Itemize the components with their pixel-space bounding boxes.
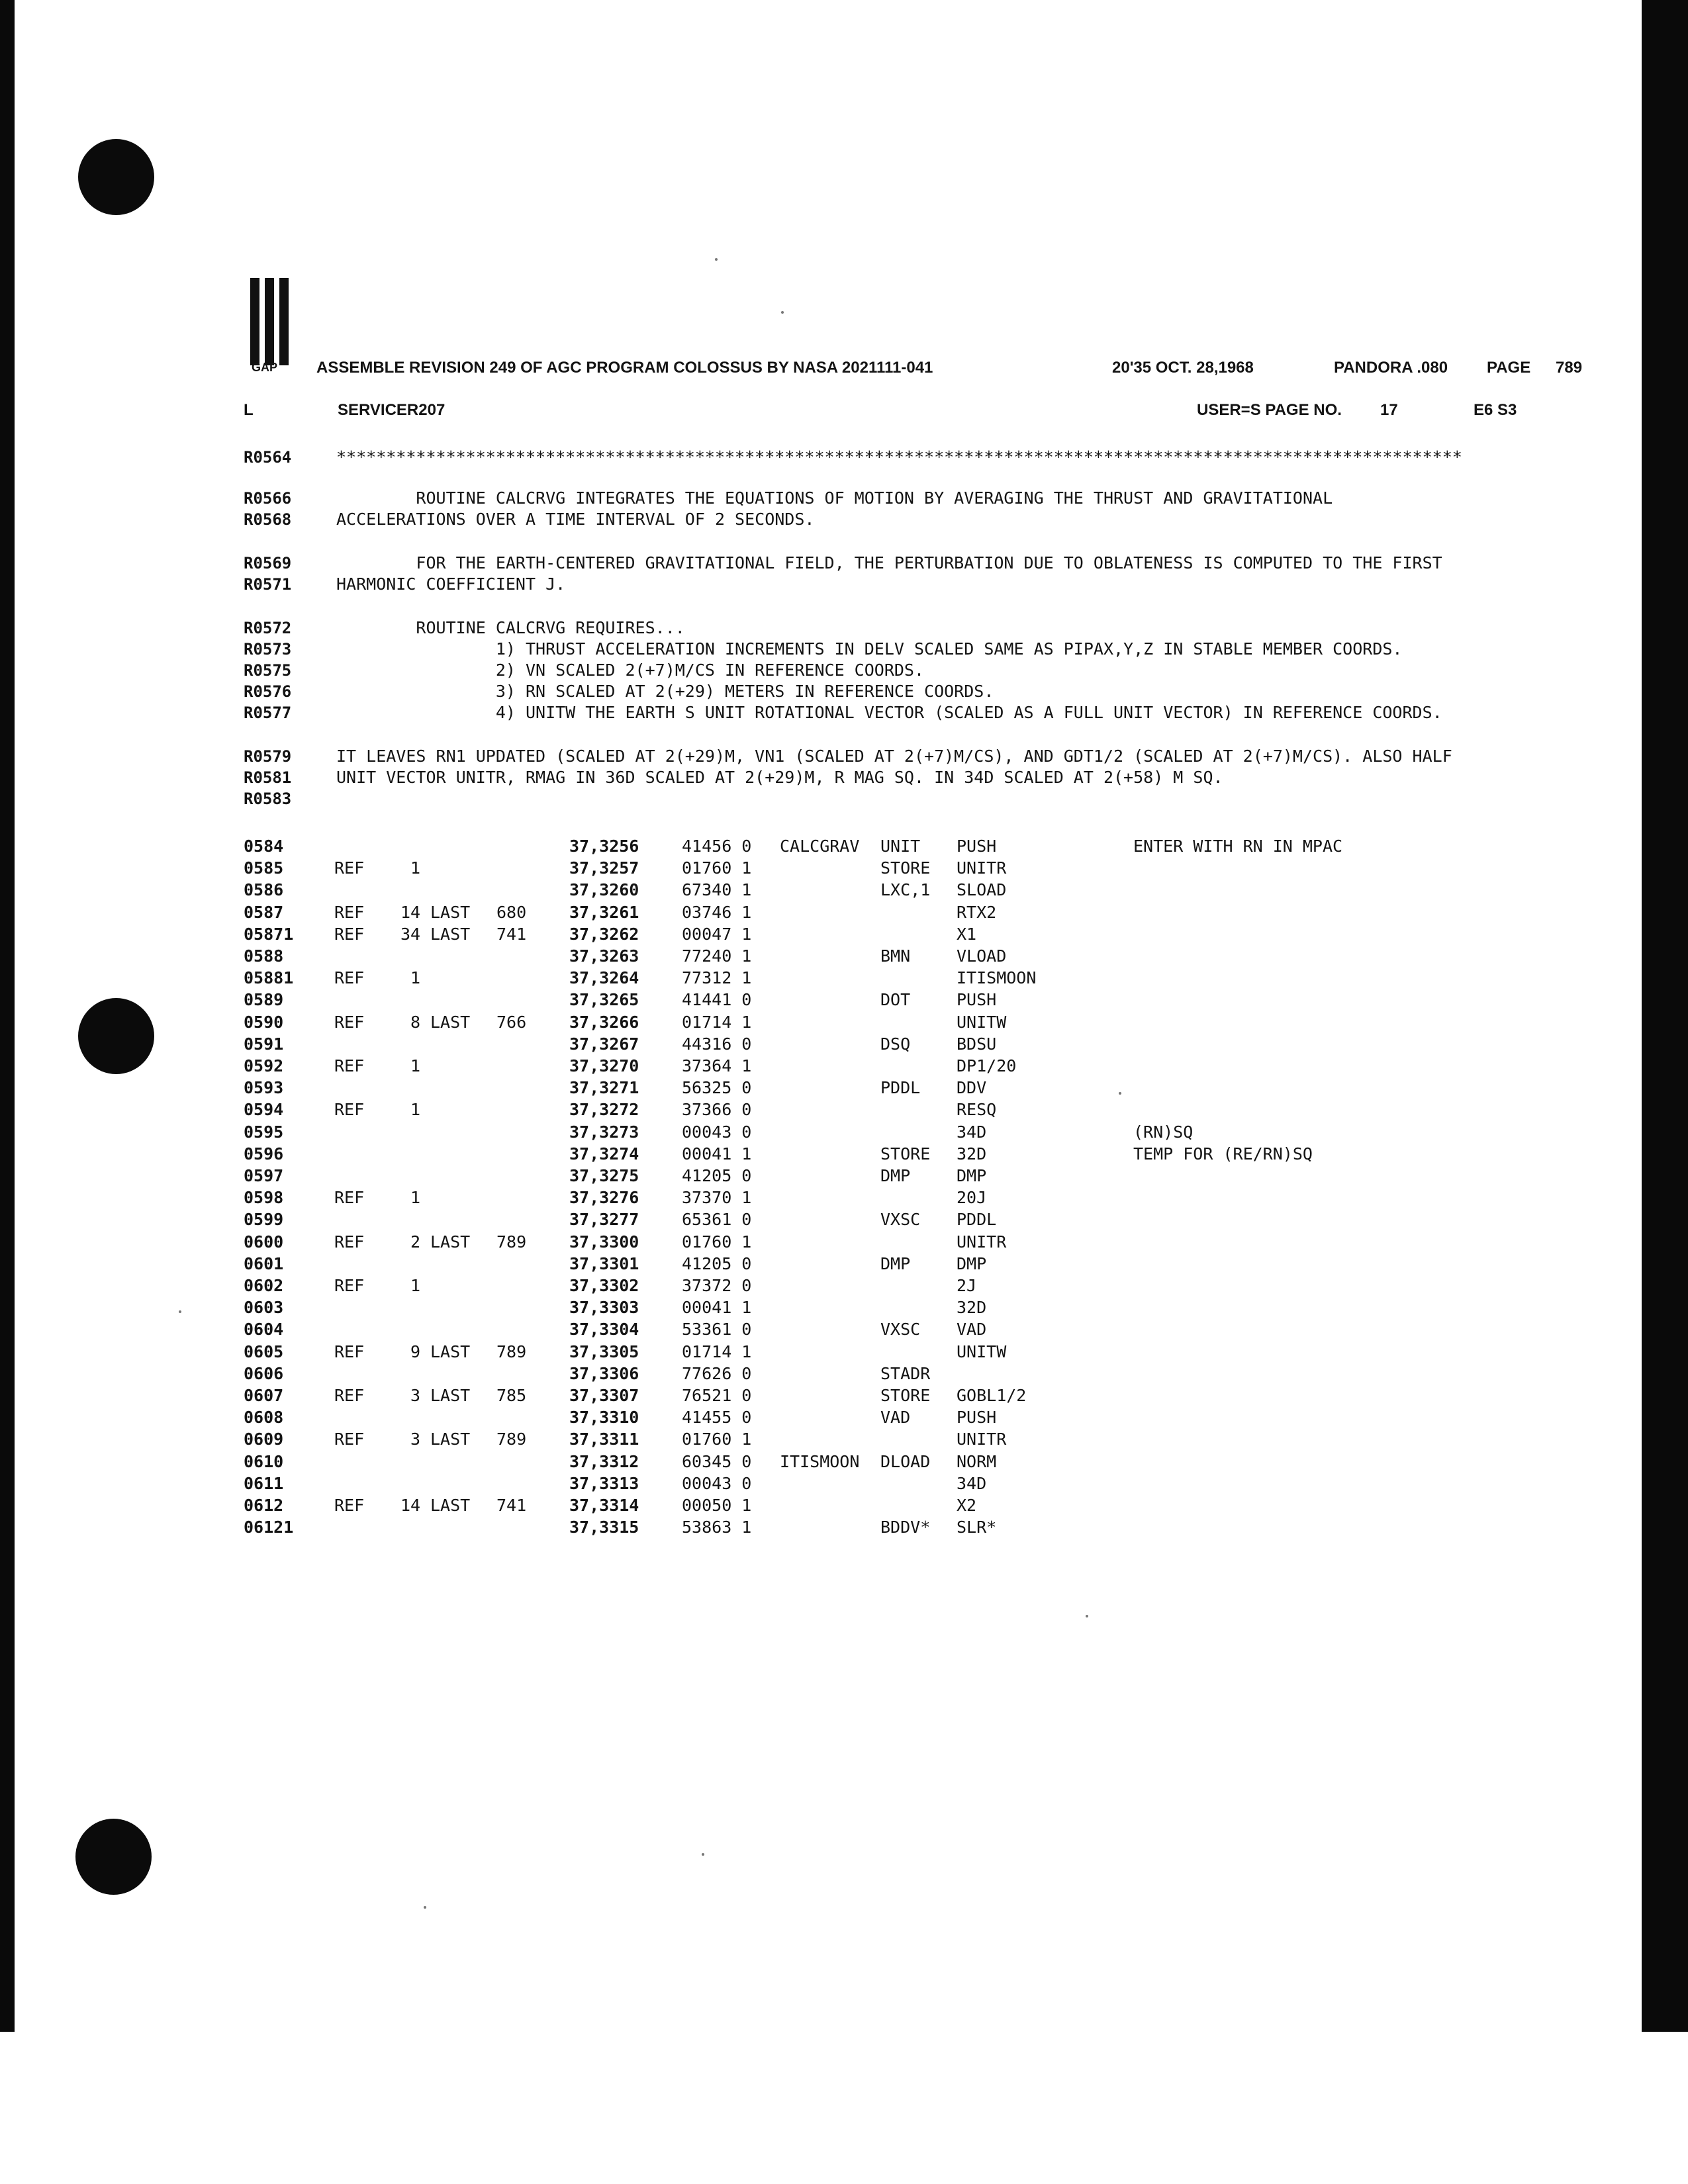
- line-number: 0586: [244, 880, 284, 899]
- line-number: 0599: [244, 1210, 284, 1229]
- punch-hole-bottom: [75, 1819, 152, 1895]
- line-number: 0585: [244, 858, 284, 878]
- line-number: 0593: [244, 1078, 284, 1097]
- octal-word: 76521 0: [682, 1386, 752, 1405]
- line-number: 0592: [244, 1056, 284, 1075]
- octal-word: 53361 0: [682, 1320, 752, 1339]
- line-number: 06121: [244, 1518, 294, 1537]
- last-keyword: LAST: [430, 1013, 471, 1032]
- table-row: [0, 1516, 1688, 1539]
- line-number: 0604: [244, 1320, 284, 1339]
- operand: PUSH: [957, 837, 997, 856]
- operand: VLOAD: [957, 946, 1007, 966]
- memory-address: 37,3301: [569, 1254, 639, 1273]
- operand: PUSH: [957, 990, 997, 1009]
- comment-line-id: R0579: [244, 747, 292, 766]
- octal-word: 01714 1: [682, 1013, 752, 1032]
- header-site: PANDORA .080: [1334, 359, 1448, 377]
- line-number: 0584: [244, 837, 284, 856]
- memory-address: 37,3271: [569, 1078, 639, 1097]
- opcode: DMP: [880, 1166, 911, 1185]
- comment-line-id: R0571: [244, 575, 292, 594]
- subheader-codes: E6 S3: [1474, 401, 1517, 419]
- line-number: 0600: [244, 1232, 284, 1251]
- header-page-number: 789: [1556, 359, 1583, 377]
- memory-address: 37,3312: [569, 1452, 639, 1471]
- operand: 34D: [957, 1474, 987, 1493]
- memory-address: 37,3273: [569, 1122, 639, 1142]
- operand: 34D: [957, 1122, 987, 1142]
- octal-word: 00041 1: [682, 1144, 752, 1163]
- memory-address: 37,3266: [569, 1013, 639, 1032]
- comment-line-text: 1) THRUST ACCELERATION INCREMENTS IN DELV SCALED SAME AS PIPAX,Y,Z IN STABLE MEMBER COORDS.: [336, 639, 1403, 659]
- memory-address: 37,3276: [569, 1188, 639, 1207]
- octal-word: 41205 0: [682, 1166, 752, 1185]
- opcode: STADR: [880, 1364, 931, 1383]
- opcode: VXSC: [880, 1320, 921, 1339]
- opcode: DSQ: [880, 1034, 911, 1054]
- table-row: [0, 901, 1688, 924]
- operand: X2: [957, 1496, 977, 1515]
- octal-word: 41456 0: [682, 837, 752, 856]
- octal-word: 77312 1: [682, 968, 752, 987]
- table-row: [0, 1208, 1688, 1231]
- opcode: STORE: [880, 1386, 931, 1405]
- memory-address: 37,3305: [569, 1342, 639, 1361]
- memory-address: 37,3264: [569, 968, 639, 987]
- table-row: [0, 1143, 1688, 1165]
- table-row: [0, 1297, 1688, 1319]
- header-page-label: PAGE: [1487, 359, 1531, 377]
- comment-line-id: R0564: [244, 448, 292, 467]
- table-row: [0, 1385, 1688, 1407]
- line-number: 0609: [244, 1430, 284, 1449]
- ref-keyword: REF: [334, 1100, 365, 1119]
- operand: NORM: [957, 1452, 997, 1471]
- comment-line-text: IT LEAVES RN1 UPDATED (SCALED AT 2(+29)M, VN1 (SCALED AT 2(+7)M/CS), AND GDT1/2 (SCALED AT 2(+7)M/CS). ALSO HALF: [336, 747, 1452, 766]
- last-keyword: LAST: [430, 1430, 471, 1449]
- octal-word: 60345 0: [682, 1452, 752, 1471]
- opcode: DLOAD: [880, 1452, 931, 1471]
- table-row: [0, 1275, 1688, 1297]
- memory-address: 37,3263: [569, 946, 639, 966]
- ref-keyword: REF: [334, 968, 365, 987]
- header-timestamp: 20'35 OCT. 28,1968: [1112, 359, 1254, 377]
- scan-speck: [702, 1853, 704, 1856]
- last-keyword: LAST: [430, 925, 471, 944]
- operand: PDDL: [957, 1210, 997, 1229]
- octal-word: 00050 1: [682, 1496, 752, 1515]
- operand: 20J: [957, 1188, 987, 1207]
- last-page: 741: [496, 925, 527, 944]
- user-page-number: 17: [1380, 401, 1398, 419]
- scan-speck: [715, 258, 718, 261]
- octal-word: 44316 0: [682, 1034, 752, 1054]
- punch-hole-top: [78, 139, 154, 215]
- opcode: DMP: [880, 1254, 911, 1273]
- memory-address: 37,3274: [569, 1144, 639, 1163]
- octal-word: 01760 1: [682, 858, 752, 878]
- octal-word: 37372 0: [682, 1276, 752, 1295]
- last-page: 785: [496, 1386, 527, 1405]
- table-row: [0, 1363, 1688, 1385]
- comment-line-text: FOR THE EARTH-CENTERED GRAVITATIONAL FIELD, THE PERTURBATION DUE TO OBLATENESS IS COMPUTED TO THE FIRST: [336, 553, 1442, 572]
- operand: VAD: [957, 1320, 987, 1339]
- octal-word: 03746 1: [682, 903, 752, 922]
- octal-word: 37366 0: [682, 1100, 752, 1119]
- last-page: 766: [496, 1013, 527, 1032]
- octal-word: 41441 0: [682, 990, 752, 1009]
- memory-address: 37,3303: [569, 1298, 639, 1317]
- memory-address: 37,3302: [569, 1276, 639, 1295]
- operand: UNITR: [957, 1232, 1007, 1251]
- ref-keyword: REF: [334, 1430, 365, 1449]
- line-number: 0587: [244, 903, 284, 922]
- last-keyword: LAST: [430, 1496, 471, 1515]
- comment-line-text: ACCELERATIONS OVER A TIME INTERVAL OF 2 SECONDS.: [336, 510, 815, 529]
- ref-count: 34: [400, 925, 421, 944]
- octal-word: 41455 0: [682, 1408, 752, 1427]
- octal-word: 01714 1: [682, 1342, 752, 1361]
- line-number: 0590: [244, 1013, 284, 1032]
- ref-count: 1: [410, 1276, 420, 1295]
- memory-address: 37,3277: [569, 1210, 639, 1229]
- ref-keyword: REF: [334, 925, 365, 944]
- ref-count: 1: [410, 1056, 420, 1075]
- last-keyword: LAST: [430, 1342, 471, 1361]
- table-row: [0, 1099, 1688, 1121]
- table-row: [0, 1473, 1688, 1495]
- operand: BDSU: [957, 1034, 997, 1054]
- memory-address: 37,3306: [569, 1364, 639, 1383]
- ref-keyword: REF: [334, 858, 365, 878]
- table-row: [0, 1428, 1688, 1451]
- comment-line-text: 3) RN SCALED AT 2(+29) METERS IN REFERENCE COORDS.: [336, 682, 994, 701]
- comment-line-id: R0566: [244, 489, 292, 508]
- line-number: 0602: [244, 1276, 284, 1295]
- table-row: [0, 1451, 1688, 1473]
- memory-address: 37,3265: [569, 990, 639, 1009]
- comment-line-id: R0581: [244, 768, 292, 787]
- opcode: LXC,1: [880, 880, 931, 899]
- remark: (RN)SQ: [1133, 1122, 1194, 1142]
- memory-address: 37,3261: [569, 903, 639, 922]
- scan-speck: [781, 311, 784, 314]
- line-number: 0605: [244, 1342, 284, 1361]
- memory-address: 37,3300: [569, 1232, 639, 1251]
- line-number: 0608: [244, 1408, 284, 1427]
- memory-address: 37,3260: [569, 880, 639, 899]
- opcode: STORE: [880, 1144, 931, 1163]
- opcode: BMN: [880, 946, 911, 966]
- ref-keyword: REF: [334, 903, 365, 922]
- memory-address: 37,3304: [569, 1320, 639, 1339]
- line-number: 05881: [244, 968, 294, 987]
- header-mark: GAP: [252, 361, 278, 374]
- comment-line-text: ROUTINE CALCRVG INTEGRATES THE EQUATIONS OF MOTION BY AVERAGING THE THRUST AND GRAVITATIONAL: [336, 488, 1333, 508]
- symbol-label: CALCGRAV: [780, 837, 860, 856]
- ref-keyword: REF: [334, 1276, 365, 1295]
- log-section-name: SERVICER207: [338, 401, 445, 419]
- line-number: 0589: [244, 990, 284, 1009]
- memory-address: 37,3313: [569, 1474, 639, 1493]
- comment-line-id: R0569: [244, 554, 292, 572]
- table-row: [0, 1187, 1688, 1209]
- table-row: [0, 1341, 1688, 1363]
- line-number: 0607: [244, 1386, 284, 1405]
- ref-count: 14: [400, 1496, 421, 1515]
- table-row: [0, 879, 1688, 901]
- last-keyword: LAST: [430, 903, 471, 922]
- last-keyword: LAST: [430, 1386, 471, 1405]
- operand: DMP: [957, 1254, 987, 1273]
- octal-word: 56325 0: [682, 1078, 752, 1097]
- operand: RTX2: [957, 903, 997, 922]
- operand: DDV: [957, 1078, 987, 1097]
- octal-word: 37364 1: [682, 1056, 752, 1075]
- operand: X1: [957, 925, 977, 944]
- table-row: [0, 1055, 1688, 1077]
- line-number: 0594: [244, 1100, 284, 1119]
- octal-word: 67340 1: [682, 880, 752, 899]
- ref-count: 9: [410, 1342, 420, 1361]
- table-row: [0, 1121, 1688, 1144]
- operand: UNITR: [957, 1430, 1007, 1449]
- memory-address: 37,3314: [569, 1496, 639, 1515]
- octal-word: 00041 1: [682, 1298, 752, 1317]
- line-number: 0588: [244, 946, 284, 966]
- octal-word: 53863 1: [682, 1518, 752, 1537]
- opcode: PDDL: [880, 1078, 921, 1097]
- table-row: [0, 1231, 1688, 1253]
- memory-address: 37,3315: [569, 1518, 639, 1537]
- comment-line-text: 4) UNITW THE EARTH S UNIT ROTATIONAL VECTOR (SCALED AS A FULL UNIT VECTOR) IN REFERENCE COORDS.: [336, 703, 1442, 722]
- line-number: 0591: [244, 1034, 284, 1054]
- table-row: [0, 1165, 1688, 1187]
- memory-address: 37,3257: [569, 858, 639, 878]
- operand: UNITW: [957, 1342, 1007, 1361]
- table-row: [0, 1011, 1688, 1034]
- last-page: 789: [496, 1232, 527, 1251]
- opcode: BDDV*: [880, 1518, 931, 1537]
- operand: SLOAD: [957, 880, 1007, 899]
- comment-line-id: R0572: [244, 619, 292, 637]
- last-page: 680: [496, 903, 527, 922]
- last-keyword: LAST: [430, 1232, 471, 1251]
- line-number: 0595: [244, 1122, 284, 1142]
- table-row: [0, 967, 1688, 989]
- comment-line-text: ROUTINE CALCRVG REQUIRES...: [336, 618, 685, 637]
- last-page: 741: [496, 1496, 527, 1515]
- comment-line-id: R0576: [244, 682, 292, 701]
- memory-address: 37,3256: [569, 837, 639, 856]
- comment-line-id: R0583: [244, 790, 292, 808]
- ref-count: 1: [410, 1100, 420, 1119]
- operand: 2J: [957, 1276, 977, 1295]
- operand: 32D: [957, 1144, 987, 1163]
- memory-address: 37,3307: [569, 1386, 639, 1405]
- ref-keyword: REF: [334, 1188, 365, 1207]
- comment-line-id: R0573: [244, 640, 292, 659]
- table-row: [0, 1318, 1688, 1341]
- scan-speck: [1086, 1615, 1088, 1617]
- table-row: [0, 923, 1688, 946]
- ref-keyword: REF: [334, 1342, 365, 1361]
- octal-word: 77626 0: [682, 1364, 752, 1383]
- operand: UNITR: [957, 858, 1007, 878]
- line-number: 0611: [244, 1474, 284, 1493]
- memory-address: 37,3272: [569, 1100, 639, 1119]
- subheader-type: L: [244, 401, 254, 419]
- remark: ENTER WITH RN IN MPAC: [1133, 837, 1343, 856]
- line-number: 0598: [244, 1188, 284, 1207]
- memory-address: 37,3267: [569, 1034, 639, 1054]
- opcode: VAD: [880, 1408, 911, 1427]
- table-row: [0, 1494, 1688, 1517]
- operand: 32D: [957, 1298, 987, 1317]
- ref-count: 3: [410, 1430, 420, 1449]
- octal-word: 77240 1: [682, 946, 752, 966]
- operand: DMP: [957, 1166, 987, 1185]
- octal-word: 65361 0: [682, 1210, 752, 1229]
- comment-line-text: UNIT VECTOR UNITR, RMAG IN 36D SCALED AT 2(+29)M, R MAG SQ. IN 34D SCALED AT 2(+58) M SQ.: [336, 768, 1223, 787]
- comment-line-text: HARMONIC COEFFICIENT J.: [336, 574, 566, 594]
- octal-word: 41205 0: [682, 1254, 752, 1273]
- operand: RESQ: [957, 1100, 997, 1119]
- memory-address: 37,3275: [569, 1166, 639, 1185]
- ref-keyword: REF: [334, 1386, 365, 1405]
- ref-count: 14: [400, 903, 421, 922]
- operand: UNITW: [957, 1013, 1007, 1032]
- ref-keyword: REF: [334, 1496, 365, 1515]
- table-row: [0, 857, 1688, 880]
- remark: TEMP FOR (RE/RN)SQ: [1133, 1144, 1313, 1163]
- line-number: 0603: [244, 1298, 284, 1317]
- operand: DP1/20: [957, 1056, 1017, 1075]
- ref-keyword: REF: [334, 1056, 365, 1075]
- line-number: 0606: [244, 1364, 284, 1383]
- table-row: [0, 835, 1688, 858]
- comment-line-text: *****************************************************************************************************************: [336, 447, 1462, 467]
- last-page: 789: [496, 1342, 527, 1361]
- memory-address: 37,3311: [569, 1430, 639, 1449]
- operand: PUSH: [957, 1408, 997, 1427]
- octal-word: 37370 1: [682, 1188, 752, 1207]
- user-page-label: USER=S PAGE NO.: [1197, 401, 1342, 419]
- opcode: DOT: [880, 990, 911, 1009]
- opcode: VXSC: [880, 1210, 921, 1229]
- last-page: 789: [496, 1430, 527, 1449]
- memory-address: 37,3262: [569, 925, 639, 944]
- comment-line-id: R0577: [244, 704, 292, 722]
- line-number: 0610: [244, 1452, 284, 1471]
- line-number: 0612: [244, 1496, 284, 1515]
- octal-word: 00043 0: [682, 1474, 752, 1493]
- scan-speck: [424, 1906, 426, 1909]
- ref-count: 1: [410, 1188, 420, 1207]
- ref-keyword: REF: [334, 1013, 365, 1032]
- line-number: 0596: [244, 1144, 284, 1163]
- operand: GOBL1/2: [957, 1386, 1027, 1405]
- comment-line-id: R0568: [244, 510, 292, 529]
- line-number: 0597: [244, 1166, 284, 1185]
- opcode: STORE: [880, 858, 931, 878]
- ref-count: 8: [410, 1013, 420, 1032]
- opcode: UNIT: [880, 837, 921, 856]
- table-row: [0, 1077, 1688, 1099]
- line-number: 0601: [244, 1254, 284, 1273]
- octal-word: 00047 1: [682, 925, 752, 944]
- comment-line-id: R0575: [244, 661, 292, 680]
- octal-word: 01760 1: [682, 1430, 752, 1449]
- operand: ITISMOON: [957, 968, 1037, 987]
- table-row: [0, 989, 1688, 1011]
- comment-line-text: 2) VN SCALED 2(+7)M/CS IN REFERENCE COORDS.: [336, 660, 925, 680]
- ref-count: 1: [410, 858, 420, 878]
- symbol-label: ITISMOON: [780, 1452, 860, 1471]
- table-row: [0, 1253, 1688, 1275]
- ref-count: 3: [410, 1386, 420, 1405]
- table-row: [0, 1033, 1688, 1056]
- ref-count: 2: [410, 1232, 420, 1251]
- ref-keyword: REF: [334, 1232, 365, 1251]
- octal-word: 01760 1: [682, 1232, 752, 1251]
- octal-word: 00043 0: [682, 1122, 752, 1142]
- memory-address: 37,3310: [569, 1408, 639, 1427]
- ref-count: 1: [410, 968, 420, 987]
- table-row: [0, 1406, 1688, 1429]
- memory-address: 37,3270: [569, 1056, 639, 1075]
- operand: SLR*: [957, 1518, 997, 1537]
- table-row: [0, 945, 1688, 968]
- page-title: ASSEMBLE REVISION 249 OF AGC PROGRAM COLOSSUS BY NASA 2021111-041: [316, 359, 933, 377]
- line-number: 05871: [244, 925, 294, 944]
